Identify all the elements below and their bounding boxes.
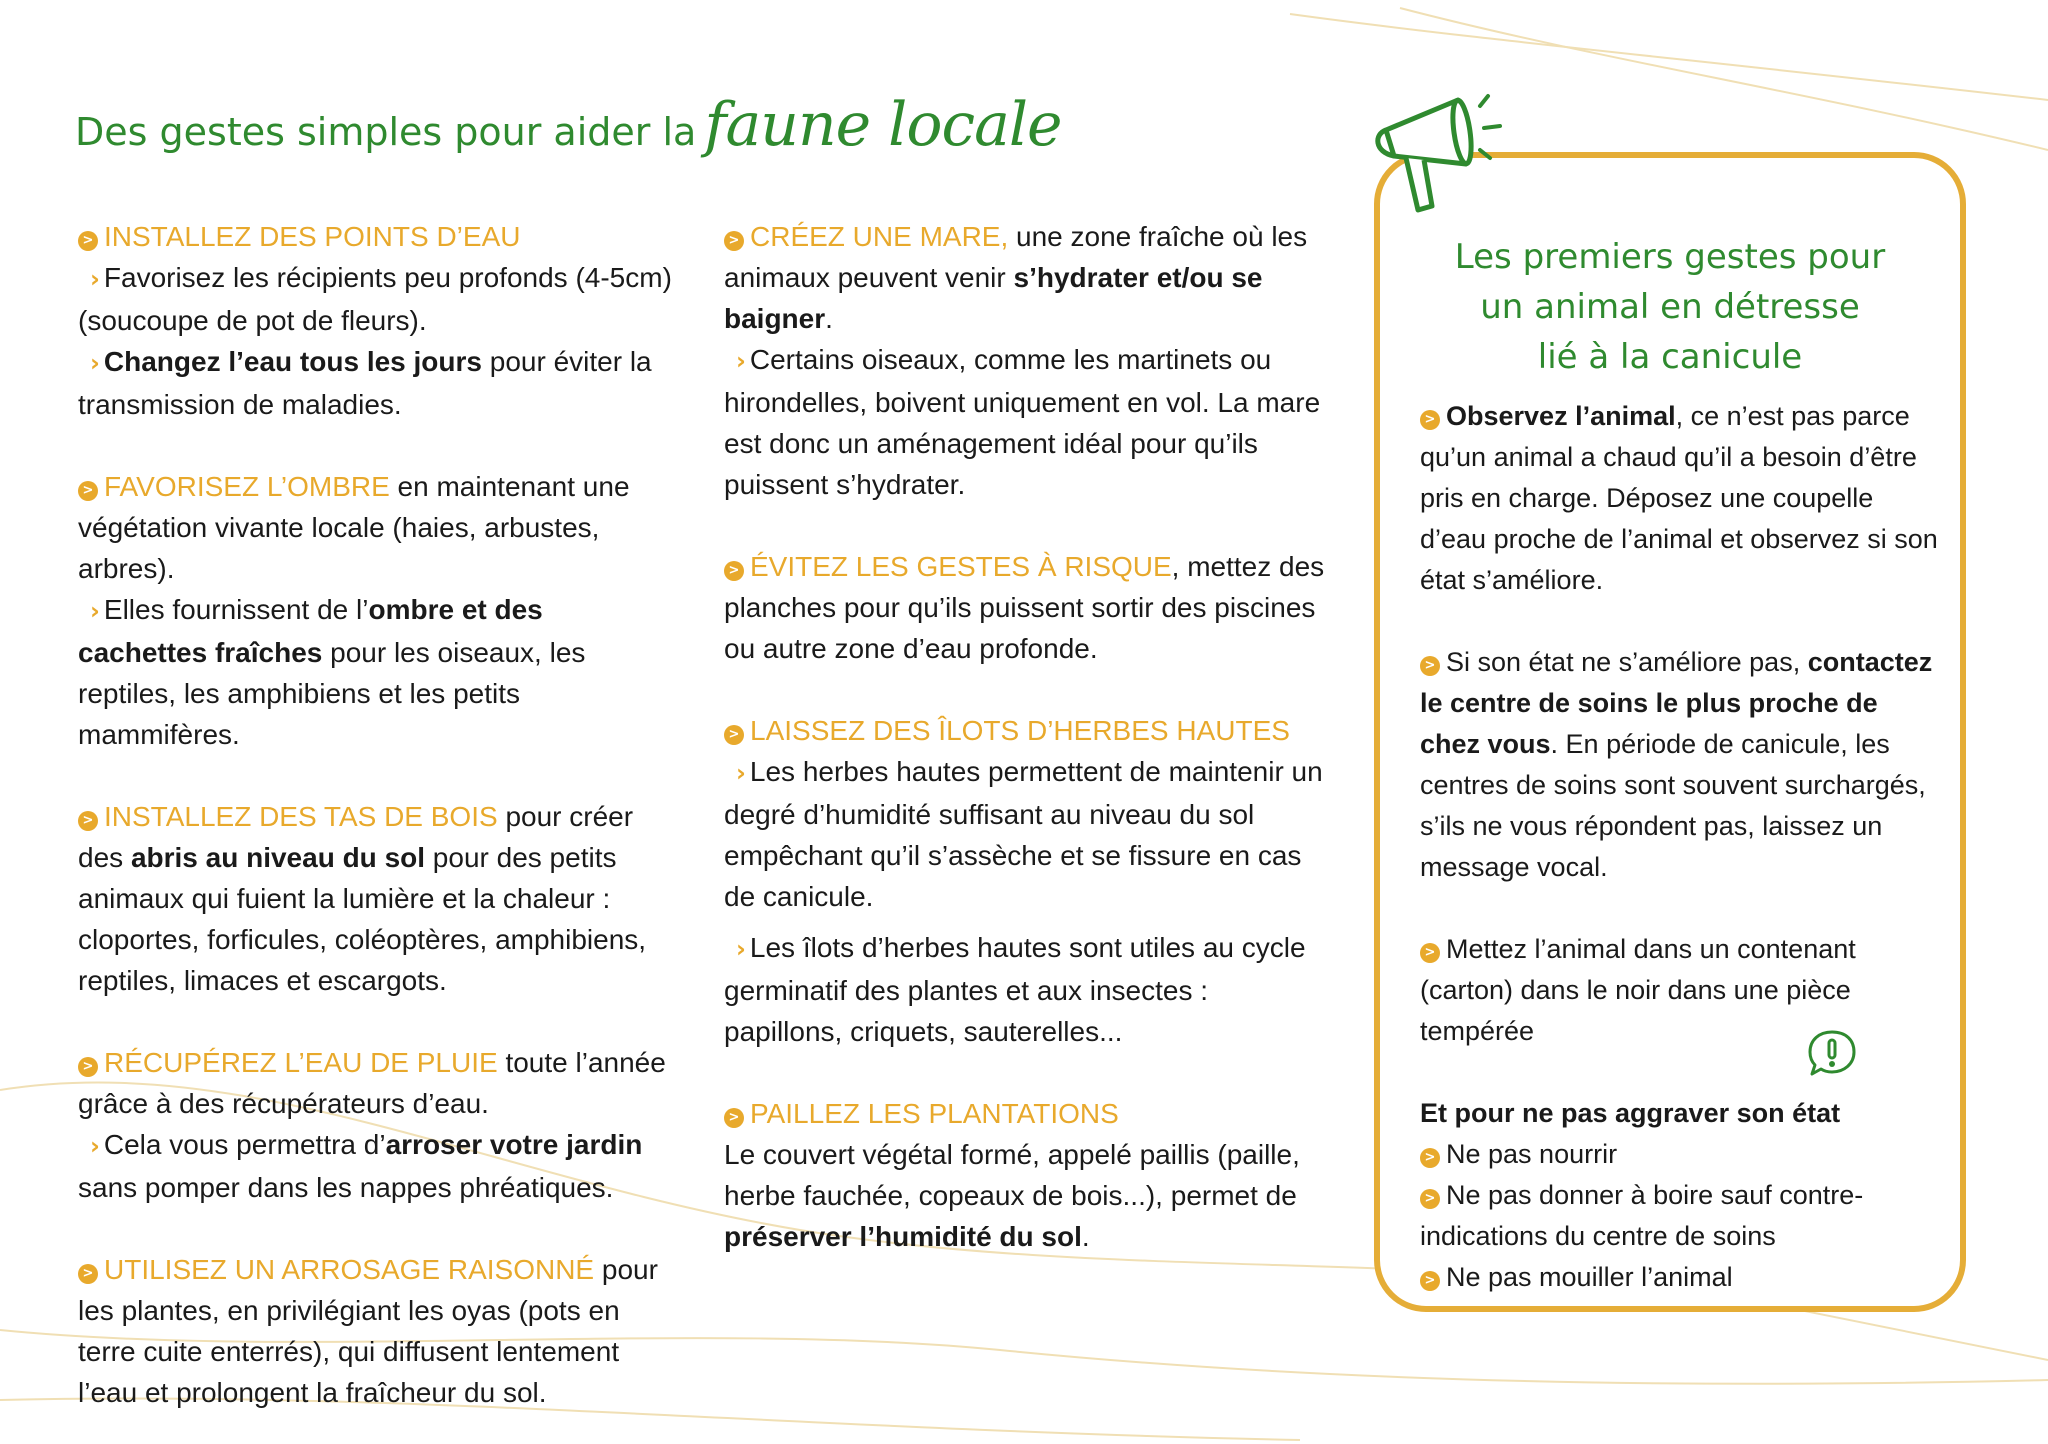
panel-warning-2: > Ne pas donner à boire sauf contre-indications du centre de soins (1420, 1180, 1864, 1251)
section-herbes-hautes: > LAISSEZ DES ÎLOTS D’HERBES HAUTES (724, 710, 1334, 751)
page-title: Des gestes simples pour aider la faune locale (75, 90, 1062, 160)
megaphone-icon (1366, 78, 1526, 218)
section-arrosage: > UTILISEZ UN ARROSAGE RAISONNÉ pour les plantes, en privilégiant les oyas (pots en terre cuite enterrés), qui diffusent lentement l’eau et prolongent la fraîcheur du sol. (78, 1254, 658, 1408)
chevron-right-circle-icon: > (1420, 943, 1440, 963)
chevron-right-icon: › (736, 935, 746, 963)
section-mare: > CRÉEZ UNE MARE, une zone fraîche où les animaux peuvent venir s’hydrater et/ou se baigner. (724, 221, 1308, 334)
section-ombre: > FAVORISEZ L’OMBRE en maintenant une végétation vivante locale (haies, arbustes, arbres). (78, 471, 630, 584)
chevron-right-circle-icon: > (724, 1108, 744, 1128)
chevron-right-circle-icon: > (724, 231, 744, 251)
chevron-right-circle-icon: > (1420, 1189, 1440, 1209)
section-points-eau: > INSTALLEZ DES POINTS D’EAU (78, 216, 678, 257)
panel-body (1420, 396, 1940, 1298)
chevron-right-circle-icon: > (78, 811, 98, 831)
panel-warning-1: > Ne pas nourrir (1420, 1134, 1940, 1175)
chevron-right-circle-icon: > (1420, 1148, 1440, 1168)
section-tas-de-bois: > INSTALLEZ DES TAS DE BOIS pour créer des abris au niveau du sol pour des petits animaux qui fuient la lumière et la chaleur : cloportes, forficules, coléoptères, amphibiens, reptiles, limaces et escargots. (78, 801, 647, 996)
chevron-right-circle-icon: > (724, 725, 744, 745)
panel-warning-title: Et pour ne pas aggraver son état (1420, 1098, 1841, 1128)
chevron-right-icon: › (90, 1132, 100, 1160)
chevron-right-circle-icon: > (78, 481, 98, 501)
chevron-right-icon: › (90, 597, 100, 625)
chevron-right-icon: › (736, 347, 746, 375)
chevron-right-circle-icon: > (724, 561, 744, 581)
chevron-right-icon: › (736, 759, 746, 787)
chevron-right-circle-icon: > (1420, 656, 1440, 676)
middle-column: > CRÉEZ UNE MARE, une zone fraîche où les animaux peuvent venir s’hydrater et/ou se baigner. › Certains oiseaux, comme les martinets ou hirondelles, boivent uniquement en vol. La mare est donc un aménagement idéal pour qu’ils puissent s’hydrater. > ÉVITEZ LES GESTES À RISQUE, mettez des planches pour qu’ils puissent sortir des piscines ou autre zone d’eau profonde. > LAISSEZ DES ÎLOTS D’HERBES HAUTES › Les herbes hautes permettent de maintenir un degré d’humidité suffisant au niveau du sol empêchant qu’il s’assèche et se fissure en cas de canicule. › Les îlots d’herbes hautes sont utiles au cycle germinatif des plantes et aux insectes : papillons, criquets, sauterelles... > PAILLEZ LES PLANTATIONS Le couvert végétal formé, appelé paillis (paille, herbe fauchée, copeaux de bois...), permet de préserver l’humidité du sol. (724, 216, 1334, 1257)
panel-step-observe: > Observez l’animal, ce n’est pas parce qu’un animal a chaud qu’il a besoin d’être pris en charge. Déposez une coupelle d’eau proche de l’animal et observez si son état s’améliore. (1420, 401, 1938, 595)
left-column: > INSTALLEZ DES POINTS D’EAU › Favorisez les récipients peu profonds (4-5cm) (soucoupe de pot de fleurs). › Changez l’eau tous les jours pour éviter la transmission de maladies. > FAVORISEZ L’OMBRE en maintenant une végétation vivante locale (haies, arbustes, arbres). › Elles fournissent de l’ombre et des cachettes fraîches pour les oiseaux, les reptiles, les amphibiens et les petits mammifères. > INSTALLEZ DES TAS DE BOIS pour créer des abris au niveau du sol pour des petits animaux qui fuient la lumière et la chaleur : cloportes, forficules, coléoptères, amphibiens, reptiles, limaces et escargots. > RÉCUPÉREZ L’EAU DE PLUIE toute l’année grâce à des récupérateurs d’eau. › Cela vous permettra d’arroser votre jardin sans pomper dans les nappes phréatiques. > UTILISEZ UN ARROSAGE RAISONNÉ pour les plantes, en privilégiant les oyas (pots en terre cuite enterrés), qui diffusent lentement l’eau et prolongent la fraîcheur du sol. (78, 216, 678, 1413)
section-eau-de-pluie: > RÉCUPÉREZ L’EAU DE PLUIE toute l’année grâce à des récupérateurs d’eau. (78, 1047, 666, 1119)
section-paillage: > PAILLEZ LES PLANTATIONS (724, 1093, 1334, 1134)
chevron-right-circle-icon: > (1420, 410, 1440, 430)
chevron-right-circle-icon: > (1420, 1271, 1440, 1291)
section-gestes-risque: > ÉVITEZ LES GESTES À RISQUE, mettez des planches pour qu’ils puissent sortir des piscines ou autre zone d’eau profonde. (724, 551, 1325, 664)
panel-step-contact: > Si son état ne s’améliore pas, contactez le centre de soins le plus proche de chez vous. En période de canicule, les centres de soins sont souvent surchargés, s’ils ne vous répondent pas, laissez un message vocal. (1420, 647, 1933, 882)
chevron-right-icon: › (90, 349, 100, 377)
panel-step-container: > Mettez l’animal dans un contenant (carton) dans le noir dans une pièce tempérée (1420, 934, 1856, 1046)
chevron-right-circle-icon: > (78, 231, 98, 251)
chevron-right-icon: › (90, 265, 100, 293)
panel-title: Les premiers gestes pour un animal en détresse lié à la canicule (1454, 237, 1886, 377)
chevron-right-circle-icon: > (78, 1264, 98, 1284)
distress-panel (1374, 152, 1966, 1312)
title-script: faune locale (704, 90, 1062, 160)
chevron-right-circle-icon: > (78, 1057, 98, 1077)
panel-warning-3: > Ne pas mouiller l’animal (1420, 1257, 1940, 1298)
alert-bubble-icon (1804, 1026, 1860, 1082)
